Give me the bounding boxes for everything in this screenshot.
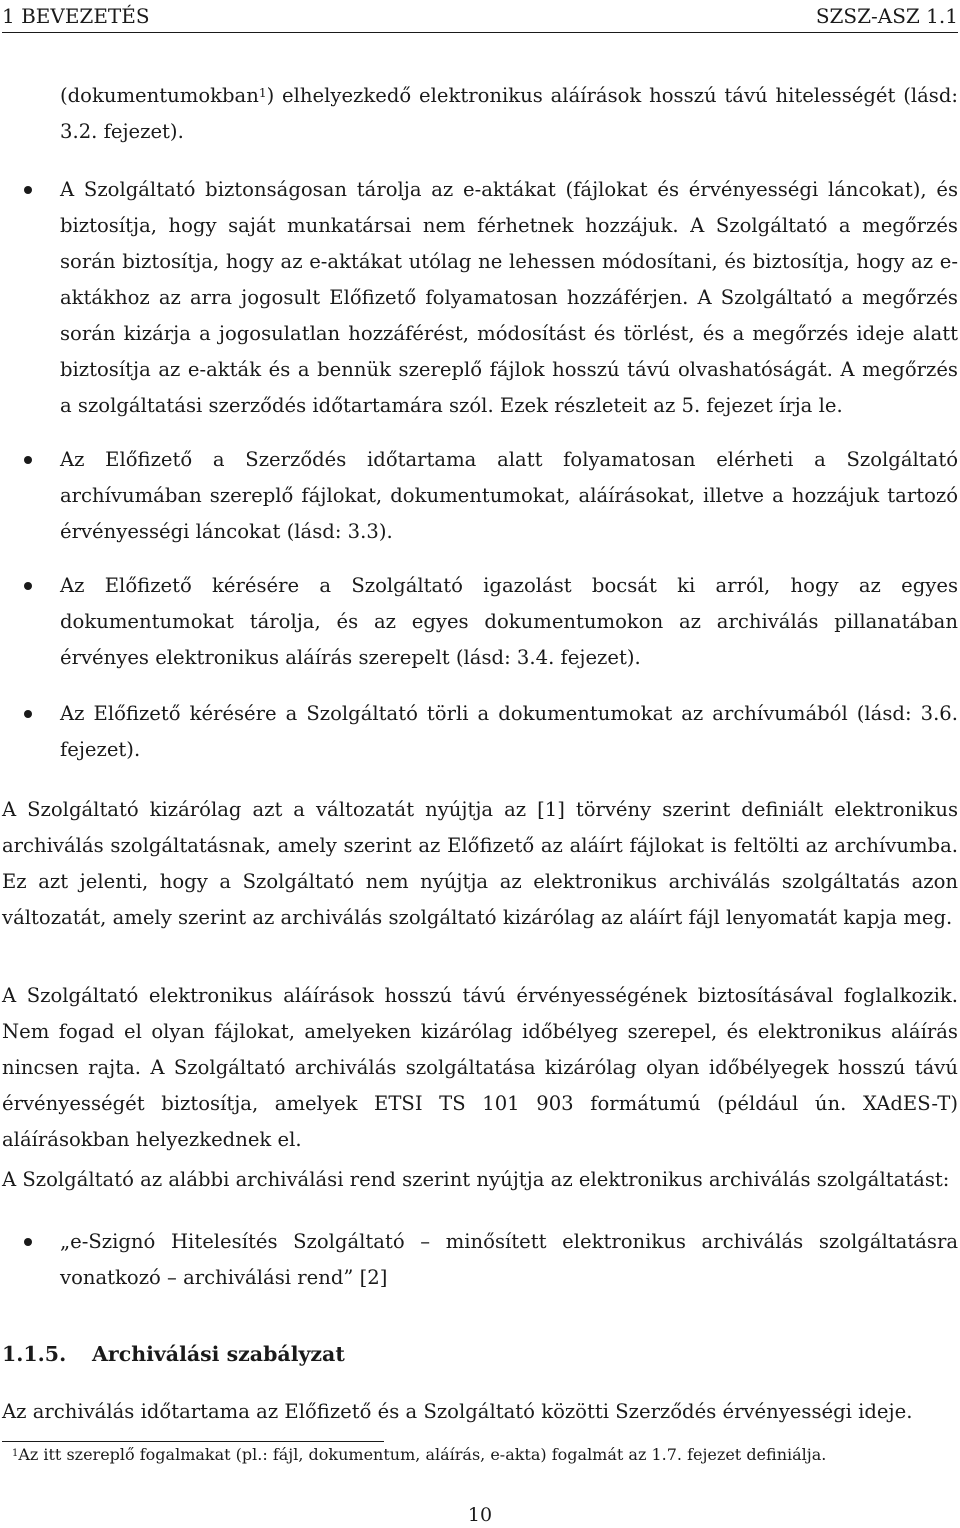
body-paragraph-policy-intro: A Szolgáltató az alábbi archiválási rend szerint nyújtja az elektronikus archiválás szolgáltatást: (2, 1168, 950, 1191)
bullet-dot (24, 710, 32, 718)
body-paragraph-archiving-variant: A Szolgáltató kizárólag azt a változatát nyújtja az [1] törvény szerint definiált elektronikus archiválás szolgáltatásnak, amely szerint az Előfizető az aláírt fájlokat is feltölti az archívumba. Ez azt jelenti, hogy a Szolgáltató nem nyújtja az elektronikus archiválás szolgáltatás azon változatát, amely szerint az archiválás szolgáltató kizárólag az aláírt fájl lenyomatát kapja meg. (2, 798, 958, 929)
bullet-item-certificate: Az Előfizető kérésére a Szolgáltató igazolást bocsát ki arról, hogy az egyes dokumentumokat tárolja, és az egyes dokumentumokon az archiválás pillanatában érvényes elektronikus aláírás szerepelt (lásd: 3.4. fejezet). (60, 574, 958, 669)
subsection-title: Archiválási szabályzat (92, 1342, 345, 1366)
bullet-dot (24, 1238, 32, 1246)
bullet-dot (24, 186, 32, 194)
bullet-dot (24, 582, 32, 590)
subsection-heading (2, 1338, 345, 1370)
bullet-item-access: Az Előfizető a Szerződés időtartama alatt folyamatosan elérheti a Szolgáltató archívumában szereplő fájlokat, dokumentumokat, aláírásokat, illetve a hozzájuk tartozó érvényességi láncokat (lásd: 3.3). (60, 448, 958, 543)
subsection-number: 1.1.5. (2, 1342, 67, 1366)
header-section-title: 1 BEVEZETÉS (2, 4, 150, 28)
continuation-text-before: (dokumentumokban (60, 84, 259, 107)
subsection-paragraph: Az archiválás időtartama az Előfizető és a Szolgáltató közötti Szerződés érvényességi ideje. (2, 1400, 913, 1423)
bullet-item-storage: A Szolgáltató biztonságosan tárolja az e-aktákat (fájlokat és érvényességi láncokat), és biztosítja, hogy saját munkatársai nem férhetnek hozzájuk. A Szolgáltató a megőrzés során biztosítja, hogy az e-aktákat utólag ne lehessen módosítani, és biztosítja, hogy az e-aktákhoz az arra jogosult Előfizető folyamatosan hozzáférjen. A Szolgáltató a megőrzés során kizárja a jogosulatlan hozzáférést, módosítást és törlést, és a megőrzés ideje alatt biztosítja az e-akták és a bennük szereplő fájlok hosszú távú olvashatóságát. A megőrzés a szolgáltatási szerződés időtartamára szól. Ezek részleteit az 5. fejezet írja le. (60, 178, 958, 417)
footnote-text: Az itt szereplő fogalmakat (pl.: fájl, dokumentum, aláírás, e-akta) fogalmát az 1.7. fejezet definiálja. (18, 1445, 827, 1464)
footnote-reference: 1 (258, 85, 267, 100)
footnote-mark: 1 (12, 1447, 19, 1459)
body-paragraph-signature-validity: A Szolgáltató elektronikus aláírások hosszú távú érvényességének biztosításával foglalkozik. Nem fogad el olyan fájlokat, amelyeken kizárólag időbélyeg szerepel, és elektronikus aláírás nincsen rajta. A Szolgáltató archiválás szolgáltatása kizárólag olyan időbélyegek hosszú távú érvényességét biztosítja, amelyek ETSI TS 101 903 formátumú (például ún. XAdES-T) aláírásokban helyezkednek el. (2, 984, 958, 1151)
bullet-dot (24, 456, 32, 464)
running-header (2, 2, 958, 33)
footnote (12, 1442, 958, 1468)
bullet-item-deletion: Az Előfizető kérésére a Szolgáltató törli a dokumentumokat az archívumából (lásd: 3.6. fejezet). (60, 702, 958, 761)
bullet-item-archiving-policy: „e-Szignó Hitelesítés Szolgáltató – minősített elektronikus archiválás szolgáltatásra vonatkozó – archiválási rend” [2] (60, 1230, 958, 1289)
continuation-text-after: ) elhelyezkedő elektronikus aláírások hosszú távú hitelességét (lásd: 3.2. fejezet). (60, 84, 958, 143)
continuation-paragraph (60, 78, 958, 150)
header-document-id: SZSZ-ASZ 1.1 (815, 4, 958, 28)
page-number: 10 (467, 1504, 493, 1526)
